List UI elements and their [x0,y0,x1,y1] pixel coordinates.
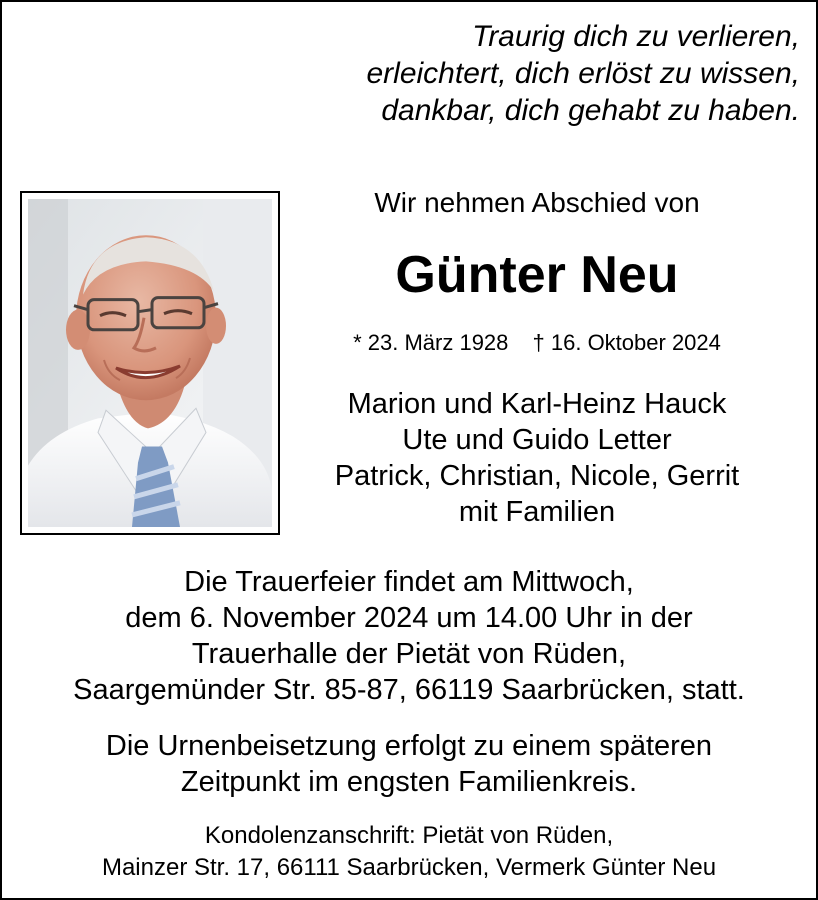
birth-date: * 23. März 1928 [353,330,509,355]
condolence-line: Mainzer Str. 17, 66111 Saarbrücken, Vermerk Günter Neu [101,854,717,881]
funeral-service-info [2,564,816,708]
portrait-photo [28,199,272,527]
farewell-intro: Wir nehmen Abschied von [374,187,700,218]
poem-line: erleichtert, dich erlöst zu wissen, [366,57,800,90]
condolence-line: Kondolenzanschrift: Pietät von Rüden, [204,822,614,849]
life-dates [287,330,787,356]
mourner-line: Patrick, Christian, Nicole, Gerrit [334,460,740,492]
mourner-line: Marion und Karl-Heinz Hauck [347,388,727,420]
portrait-frame [20,191,280,535]
mourners-list [287,386,787,530]
mourner-line: mit Familien [458,496,616,528]
poem-line: dankbar, dich gehabt zu haben. [381,94,800,127]
service-line: Trauerhalle der Pietät von Rüden, [191,638,627,670]
mourner-line: Ute und Guido Letter [402,424,672,456]
service-line: dem 6. November 2024 um 14.00 Uhr in der [125,602,693,634]
poem-line: Traurig dich zu verlieren, [472,20,800,53]
urn-burial-info [2,728,816,800]
service-line: Saargemünder Str. 85-87, 66119 Saarbrücken, statt. [73,674,745,706]
burial-line: Die Urnenbeisetzung erfolgt zu einem späteren [105,730,713,762]
condolence-address [2,820,816,884]
death-date: † 16. Oktober 2024 [532,330,721,355]
burial-line: Zeitpunkt im engsten Familienkreis. [180,766,638,798]
service-line: Die Trauerfeier findet am Mittwoch, [184,566,634,598]
memorial-poem [366,18,800,129]
deceased-name: Günter Neu [395,246,679,304]
